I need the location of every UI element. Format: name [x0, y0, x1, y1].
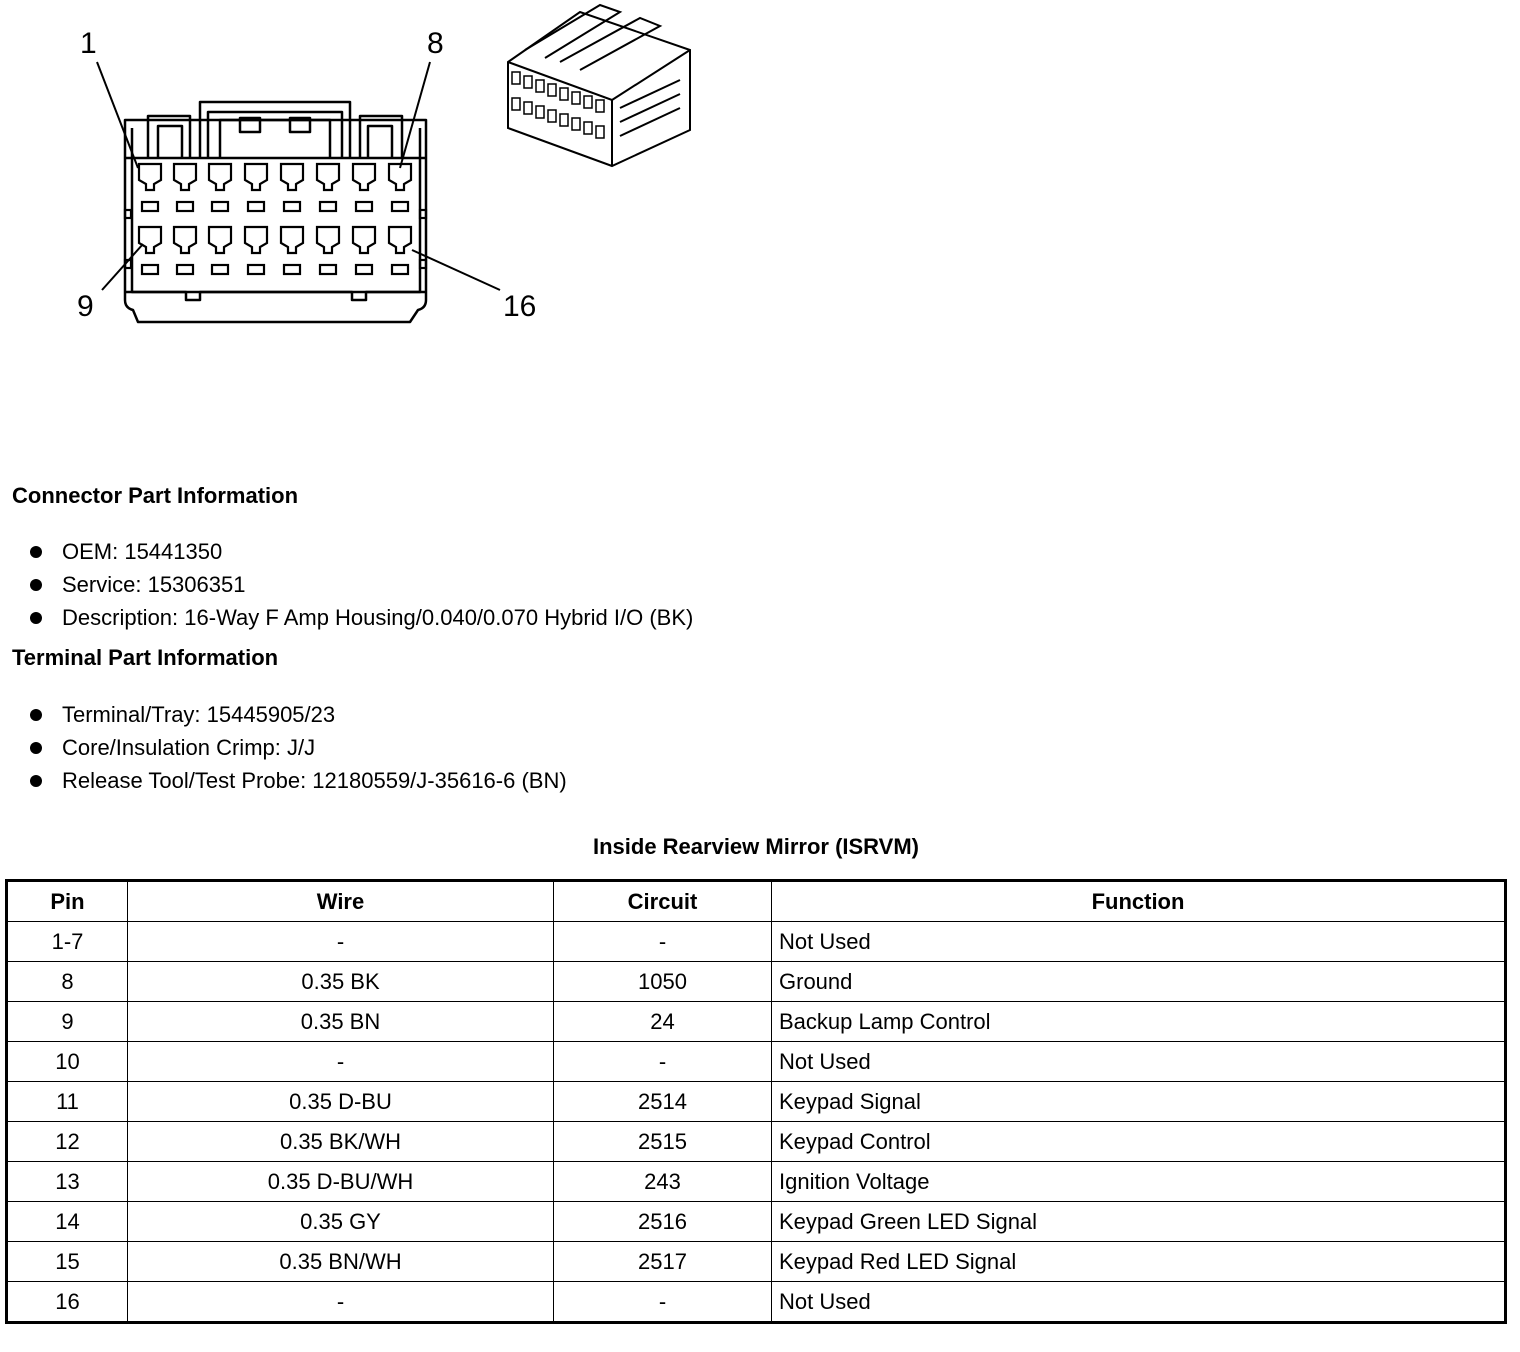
connector-diagram [0, 0, 720, 340]
cell-wire: - [128, 1282, 554, 1323]
cell-wire: 0.35 BK/WH [128, 1122, 554, 1162]
cavity-pin-15 [353, 227, 375, 274]
cell-wire: 0.35 D-BU/WH [128, 1162, 554, 1202]
table-row [7, 1282, 1506, 1323]
list-item [0, 764, 567, 797]
cavity-pin-5 [281, 164, 303, 211]
cavity-pin-12 [245, 227, 267, 274]
list-item [0, 535, 693, 568]
bullet-icon [30, 579, 42, 591]
pin-label-16: 16 [503, 290, 537, 323]
cell-pin: 11 [7, 1082, 128, 1122]
cell-circuit: 2514 [554, 1082, 772, 1122]
connector-latch [200, 102, 350, 158]
cavity-pin-7 [353, 164, 375, 211]
cavity-pin-8 [389, 164, 411, 211]
cell-pin: 1-7 [7, 922, 128, 962]
list-item [0, 568, 693, 601]
bullet-icon [30, 709, 42, 721]
cell-circuit: - [554, 1282, 772, 1323]
cell-wire: 0.35 BN [128, 1002, 554, 1042]
table-row [7, 1042, 1506, 1082]
cell-function: Ignition Voltage [772, 1162, 1506, 1202]
cell-function: Keypad Red LED Signal [772, 1242, 1506, 1282]
cavity-pin-1 [139, 164, 161, 211]
cell-function: Keypad Signal [772, 1082, 1506, 1122]
cell-pin: 8 [7, 962, 128, 1002]
cell-circuit: - [554, 922, 772, 962]
cell-circuit: - [554, 1042, 772, 1082]
list-item [0, 601, 693, 634]
table-row [7, 922, 1506, 962]
list-item-text: Release Tool/Test Probe: 12180559/J-35616-6 (BN) [62, 768, 567, 793]
cell-wire: 0.35 BN/WH [128, 1242, 554, 1282]
table-row [7, 1202, 1506, 1242]
table-row [7, 1082, 1506, 1122]
list-item-text: Terminal/Tray: 15445905/23 [62, 702, 336, 727]
cell-circuit: 24 [554, 1002, 772, 1042]
cell-pin: 13 [7, 1162, 128, 1202]
cavity-pin-4 [245, 164, 267, 211]
cell-pin: 14 [7, 1202, 128, 1242]
cell-function: Keypad Green LED Signal [772, 1202, 1506, 1242]
cavity-pin-16 [389, 227, 411, 274]
terminal-info-list [0, 698, 567, 797]
cell-pin: 9 [7, 1002, 128, 1042]
cell-wire: 0.35 GY [128, 1202, 554, 1242]
column-header-wire: Wire [128, 881, 554, 922]
cavity-pin-2 [174, 164, 196, 211]
cavity-pin-3 [209, 164, 231, 211]
cell-function: Ground [772, 962, 1506, 1002]
pin-label-9: 9 [77, 290, 94, 323]
bullet-icon [30, 546, 42, 558]
pin-label-8: 8 [427, 27, 444, 60]
connector-info-list [0, 535, 693, 634]
connector-info-heading: Connector Part Information [12, 483, 299, 508]
cell-circuit: 2517 [554, 1242, 772, 1282]
table-title: Inside Rearview Mirror (ISRVM) [592, 834, 919, 859]
table-header-row [7, 881, 1506, 922]
cell-function: Backup Lamp Control [772, 1002, 1506, 1042]
cell-function: Keypad Control [772, 1122, 1506, 1162]
cell-circuit: 2515 [554, 1122, 772, 1162]
cell-function: Not Used [772, 1282, 1506, 1323]
list-item-text: Core/Insulation Crimp: J/J [62, 735, 316, 760]
list-item-text: Description: 16-Way F Amp Housing/0.040/0.070 Hybrid I/O (BK) [62, 605, 694, 630]
cell-wire: 0.35 BK [128, 962, 554, 1002]
table-row [7, 962, 1506, 1002]
table-row [7, 1242, 1506, 1282]
cell-circuit: 243 [554, 1162, 772, 1202]
cavity-pin-10 [174, 227, 196, 274]
list-item [0, 731, 567, 764]
cell-pin: 16 [7, 1282, 128, 1323]
cavity-pin-14 [317, 227, 339, 274]
cell-wire: - [128, 922, 554, 962]
column-header-function: Function [772, 881, 1506, 922]
bullet-icon [30, 775, 42, 787]
cell-wire: - [128, 1042, 554, 1082]
bullet-icon [30, 612, 42, 624]
table-row [7, 1122, 1506, 1162]
table-row [7, 1162, 1506, 1202]
cell-function: Not Used [772, 1042, 1506, 1082]
cell-pin: 12 [7, 1122, 128, 1162]
column-header-pin: Pin [7, 881, 128, 922]
cell-pin: 15 [7, 1242, 128, 1282]
cavity-pin-9 [139, 227, 161, 274]
cell-function: Not Used [772, 922, 1506, 962]
bullet-icon [30, 742, 42, 754]
cavity-pin-13 [281, 227, 303, 274]
list-item-text: Service: 15306351 [62, 572, 246, 597]
column-header-circuit: Circuit [554, 881, 772, 922]
cell-pin: 10 [7, 1042, 128, 1082]
cell-circuit: 1050 [554, 962, 772, 1002]
cavity-pin-6 [317, 164, 339, 211]
table-row [7, 1002, 1506, 1042]
cell-circuit: 2516 [554, 1202, 772, 1242]
pinout-table [5, 879, 1507, 1324]
cell-wire: 0.35 D-BU [128, 1082, 554, 1122]
list-item-text: OEM: 15441350 [62, 539, 223, 564]
cavity-pin-11 [209, 227, 231, 274]
pin-label-1: 1 [80, 27, 97, 60]
list-item [0, 698, 567, 731]
terminal-info-heading: Terminal Part Information [12, 645, 279, 670]
